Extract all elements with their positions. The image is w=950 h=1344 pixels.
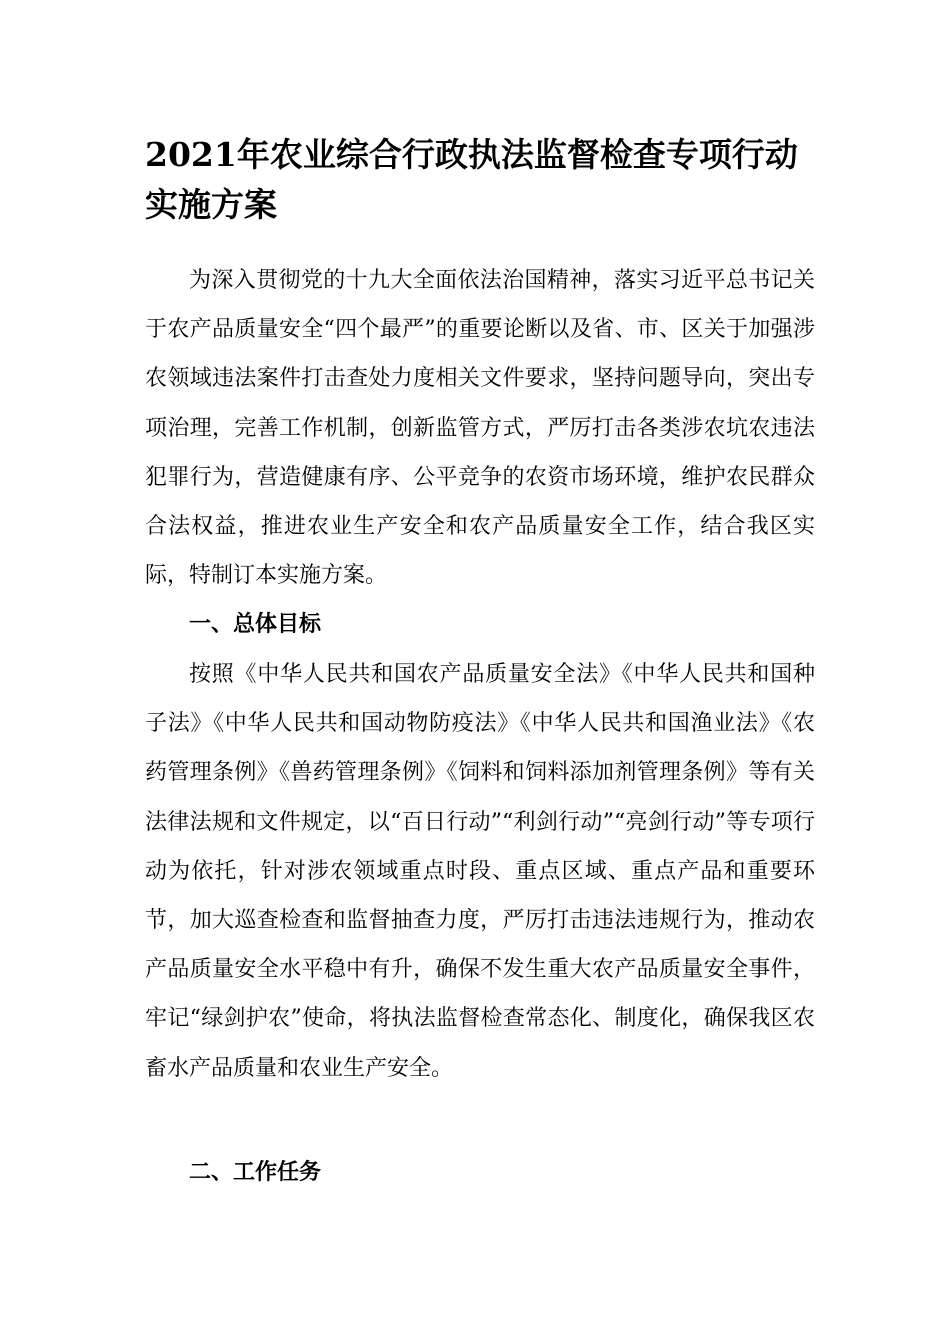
document-title: 2021年农业综合行政执法监督检查专项行动实施方案 — [145, 135, 798, 224]
overall-goal-paragraph: 按照《中华人民共和国农产品质量安全法》《中华人民共和国种子法》《中华人民共和国动物防疫法》《中华人民共和国渔业法》《农药管理条例》《兽药管理条例》《饲料和饲料添加剂管理条例》等有关法律法规和文件规定，以“百日行动”“利剑行动”“亮剑行动”等专项行动为依托，针对涉农领域重点时段、重点区域、重点产品和重要环节，加大巡查检查和监督抽查力度，严厉打击违法违规行为，推动农产品质量安全水平稳中有升，确保不发生重大农产品质量安全事件，牢记“绿剑护农”使命，将执法监督检查常态化、制度化，确保我区农畜水产品质量和农业生产安全。 — [145, 662, 815, 1081]
section-heading-overall-goal: 一、总体目标 — [189, 611, 322, 637]
intro-paragraph: 为深入贯彻党的十九大全面依法治国精神，落实习近平总书记关于农产品质量安全“四个最严”的重要论断以及省、市、区关于加强涉农领域违法案件打击查处力度相关文件要求，坚持问题导向，突出专项治理，完善工作机制，创新监管方式，严厉打击各类涉农坑农违法犯罪行为，营造健康有序、公平竞争的农资市场环境，维护农民群众合法权益，推进农业生产安全和农产品质量安全工作，结合我区实际，特制订本实施方案。 — [145, 268, 815, 589]
section-heading-work-tasks: 二、工作任务 — [189, 1159, 322, 1185]
